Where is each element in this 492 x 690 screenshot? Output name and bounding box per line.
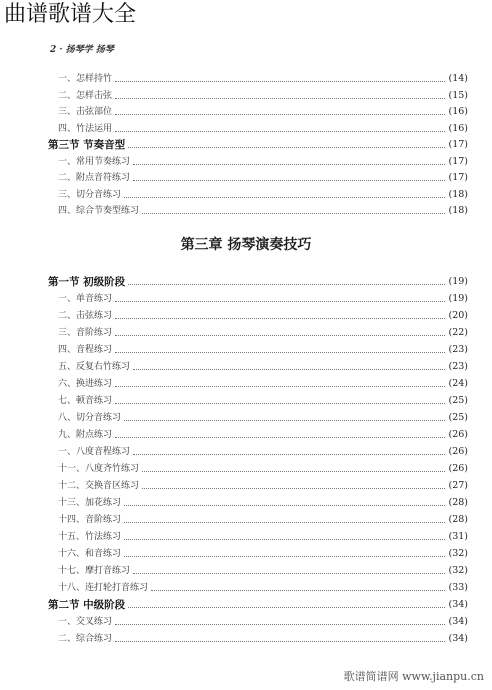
toc-entry-label: 十五、竹法练习 [58, 532, 122, 542]
toc-entry [58, 460, 468, 474]
dot-leader [115, 131, 445, 132]
dot-leader [142, 488, 445, 489]
toc-section [48, 273, 468, 287]
toc-entry-label: 十三、加花练习 [58, 498, 122, 508]
toc-entry-label: 第二节 中级阶段 [48, 599, 126, 611]
toc-entry-label: 二、击弦练习 [58, 311, 113, 321]
toc-entry-page: (23) [448, 361, 468, 372]
toc-entry [58, 375, 468, 389]
toc-entry-label: 一、常用节奏练习 [58, 157, 131, 167]
dot-leader [133, 454, 445, 455]
toc-entry-label: 十七、摩打音练习 [58, 566, 131, 576]
toc-entry-page: (26) [448, 446, 468, 457]
dot-leader [128, 147, 445, 148]
toc-entry-page: (28) [448, 514, 468, 525]
dot-leader [124, 556, 445, 557]
toc-entry-page: (23) [448, 344, 468, 355]
toc-entry-label: 十四、音阶练习 [58, 515, 122, 525]
dot-leader [124, 505, 445, 506]
toc-entry-page: (32) [448, 565, 468, 576]
dot-leader [133, 369, 445, 370]
toc-entry-label: 四、竹法运用 [58, 124, 113, 134]
toc-entry-page: (17) [448, 156, 468, 167]
dot-leader [133, 164, 445, 165]
toc-entry [58, 87, 468, 101]
toc-entry-page: (18) [448, 189, 468, 200]
dot-leader [115, 98, 445, 99]
toc-entry-page: (27) [448, 480, 468, 491]
toc-entry-page: (14) [448, 73, 468, 84]
toc-section [48, 136, 468, 150]
toc-entry [58, 392, 468, 406]
toc-entry [58, 324, 468, 338]
dot-leader [128, 607, 445, 608]
toc-entry-page: (25) [448, 412, 468, 423]
toc-entry-page: (34) [448, 616, 468, 627]
toc-entry-label: 十二、交换音区练习 [58, 481, 140, 491]
toc-entry-page: (33) [448, 582, 468, 593]
dot-leader [115, 335, 445, 336]
toc-entry-label: 一、八度音程练习 [58, 447, 131, 457]
dot-leader [124, 539, 445, 540]
chapter-heading: 第三章 扬琴演奏技巧 [180, 237, 312, 253]
dot-leader [133, 180, 445, 181]
toc-entry-page: (20) [448, 310, 468, 321]
toc-entry-label: 十六、和音练习 [58, 549, 122, 559]
toc-entry-page: (17) [448, 139, 468, 150]
toc-entry [58, 307, 468, 321]
toc-entry [58, 477, 468, 491]
toc-entry-page: (16) [448, 106, 468, 117]
toc-entry-label: 二、附点音符练习 [58, 173, 131, 183]
dot-leader [115, 301, 445, 302]
site-title: 曲谱歌谱大全 [4, 2, 137, 27]
toc-entry [58, 169, 468, 183]
dot-leader [115, 403, 445, 404]
toc-entry-label: 二、综合练习 [58, 634, 113, 644]
toc-entry [58, 290, 468, 304]
toc-entry-label: 七、顿音练习 [58, 396, 113, 406]
dot-leader [115, 318, 445, 319]
toc-entry [58, 202, 468, 216]
toc-entry-page: (28) [448, 497, 468, 508]
dot-leader [142, 471, 445, 472]
toc-entry-label: 四、音程练习 [58, 345, 113, 355]
toc-entry-page: (32) [448, 548, 468, 559]
toc-entry [58, 358, 468, 372]
toc-entry-page: (34) [448, 633, 468, 644]
toc-entry-page: (15) [448, 90, 468, 101]
dot-leader [133, 573, 445, 574]
dot-leader [128, 284, 445, 285]
toc-entry-label: 三、击弦部位 [58, 107, 113, 117]
dot-leader [115, 437, 445, 438]
toc-entry [58, 630, 468, 644]
toc-entry-page: (17) [448, 172, 468, 183]
toc-entry-page: (18) [448, 205, 468, 216]
toc-entry-page: (25) [448, 395, 468, 406]
toc-entry-label: 九、附点练习 [58, 430, 113, 440]
toc-entry [58, 186, 468, 200]
toc-entry [58, 120, 468, 134]
toc-entry [58, 70, 468, 84]
toc-entry-label: 五、反复右竹练习 [58, 362, 131, 372]
toc-entry [58, 562, 468, 576]
toc-entry-label: 六、换进练习 [58, 379, 113, 389]
dot-leader [124, 197, 445, 198]
dot-leader [115, 81, 445, 82]
toc-entry-label: 三、切分音练习 [58, 190, 122, 200]
toc-entry-page: (31) [448, 531, 468, 542]
dot-leader [124, 522, 445, 523]
toc-entry-page: (16) [448, 123, 468, 134]
toc-entry-label: 十八、连打轮打音练习 [58, 583, 149, 593]
toc-entry [58, 409, 468, 423]
toc-entry-label: 二、怎样击弦 [58, 91, 113, 101]
running-header: 2 · 扬琴学 扬琴 [50, 45, 114, 55]
toc-entry [58, 153, 468, 167]
dot-leader [115, 386, 445, 387]
toc-entry-page: (19) [448, 293, 468, 304]
toc-entry-page: (26) [448, 429, 468, 440]
toc-entry [58, 613, 468, 627]
toc-entry-label: 一、怎样持竹 [58, 74, 113, 84]
dot-leader [115, 624, 445, 625]
dot-leader [142, 213, 445, 214]
toc-entry-label: 第三节 节奏音型 [48, 139, 126, 151]
toc-entry-page: (34) [448, 599, 468, 610]
toc-entry-page: (24) [448, 378, 468, 389]
toc-entry [58, 103, 468, 117]
toc-entry [58, 579, 468, 593]
dot-leader [115, 352, 445, 353]
dot-leader [151, 590, 445, 591]
watermark: 歌谱简谱网 www.jianpu.cn [343, 670, 484, 683]
dot-leader [115, 114, 445, 115]
toc-entry [58, 528, 468, 542]
toc-section [48, 596, 468, 610]
toc-entry-label: 十一、八度齐竹练习 [58, 464, 140, 474]
toc-entry-page: (19) [448, 276, 468, 287]
toc-entry-label: 四、综合节奏型练习 [58, 206, 140, 216]
toc-entry [58, 494, 468, 508]
toc-entry [58, 545, 468, 559]
toc-entry [58, 443, 468, 457]
toc-entry-label: 三、音阶练习 [58, 328, 113, 338]
toc-entry-label: 八、切分音练习 [58, 413, 122, 423]
toc-entry-label: 一、单音练习 [58, 294, 113, 304]
toc-entry [58, 511, 468, 525]
toc-entry [58, 426, 468, 440]
dot-leader [115, 641, 445, 642]
toc-entry-page: (22) [448, 327, 468, 338]
toc-entry-label: 第一节 初级阶段 [48, 276, 126, 288]
toc-entry-label: 一、交叉练习 [58, 617, 113, 627]
toc-entry-page: (26) [448, 463, 468, 474]
toc-entry [58, 341, 468, 355]
dot-leader [124, 420, 445, 421]
